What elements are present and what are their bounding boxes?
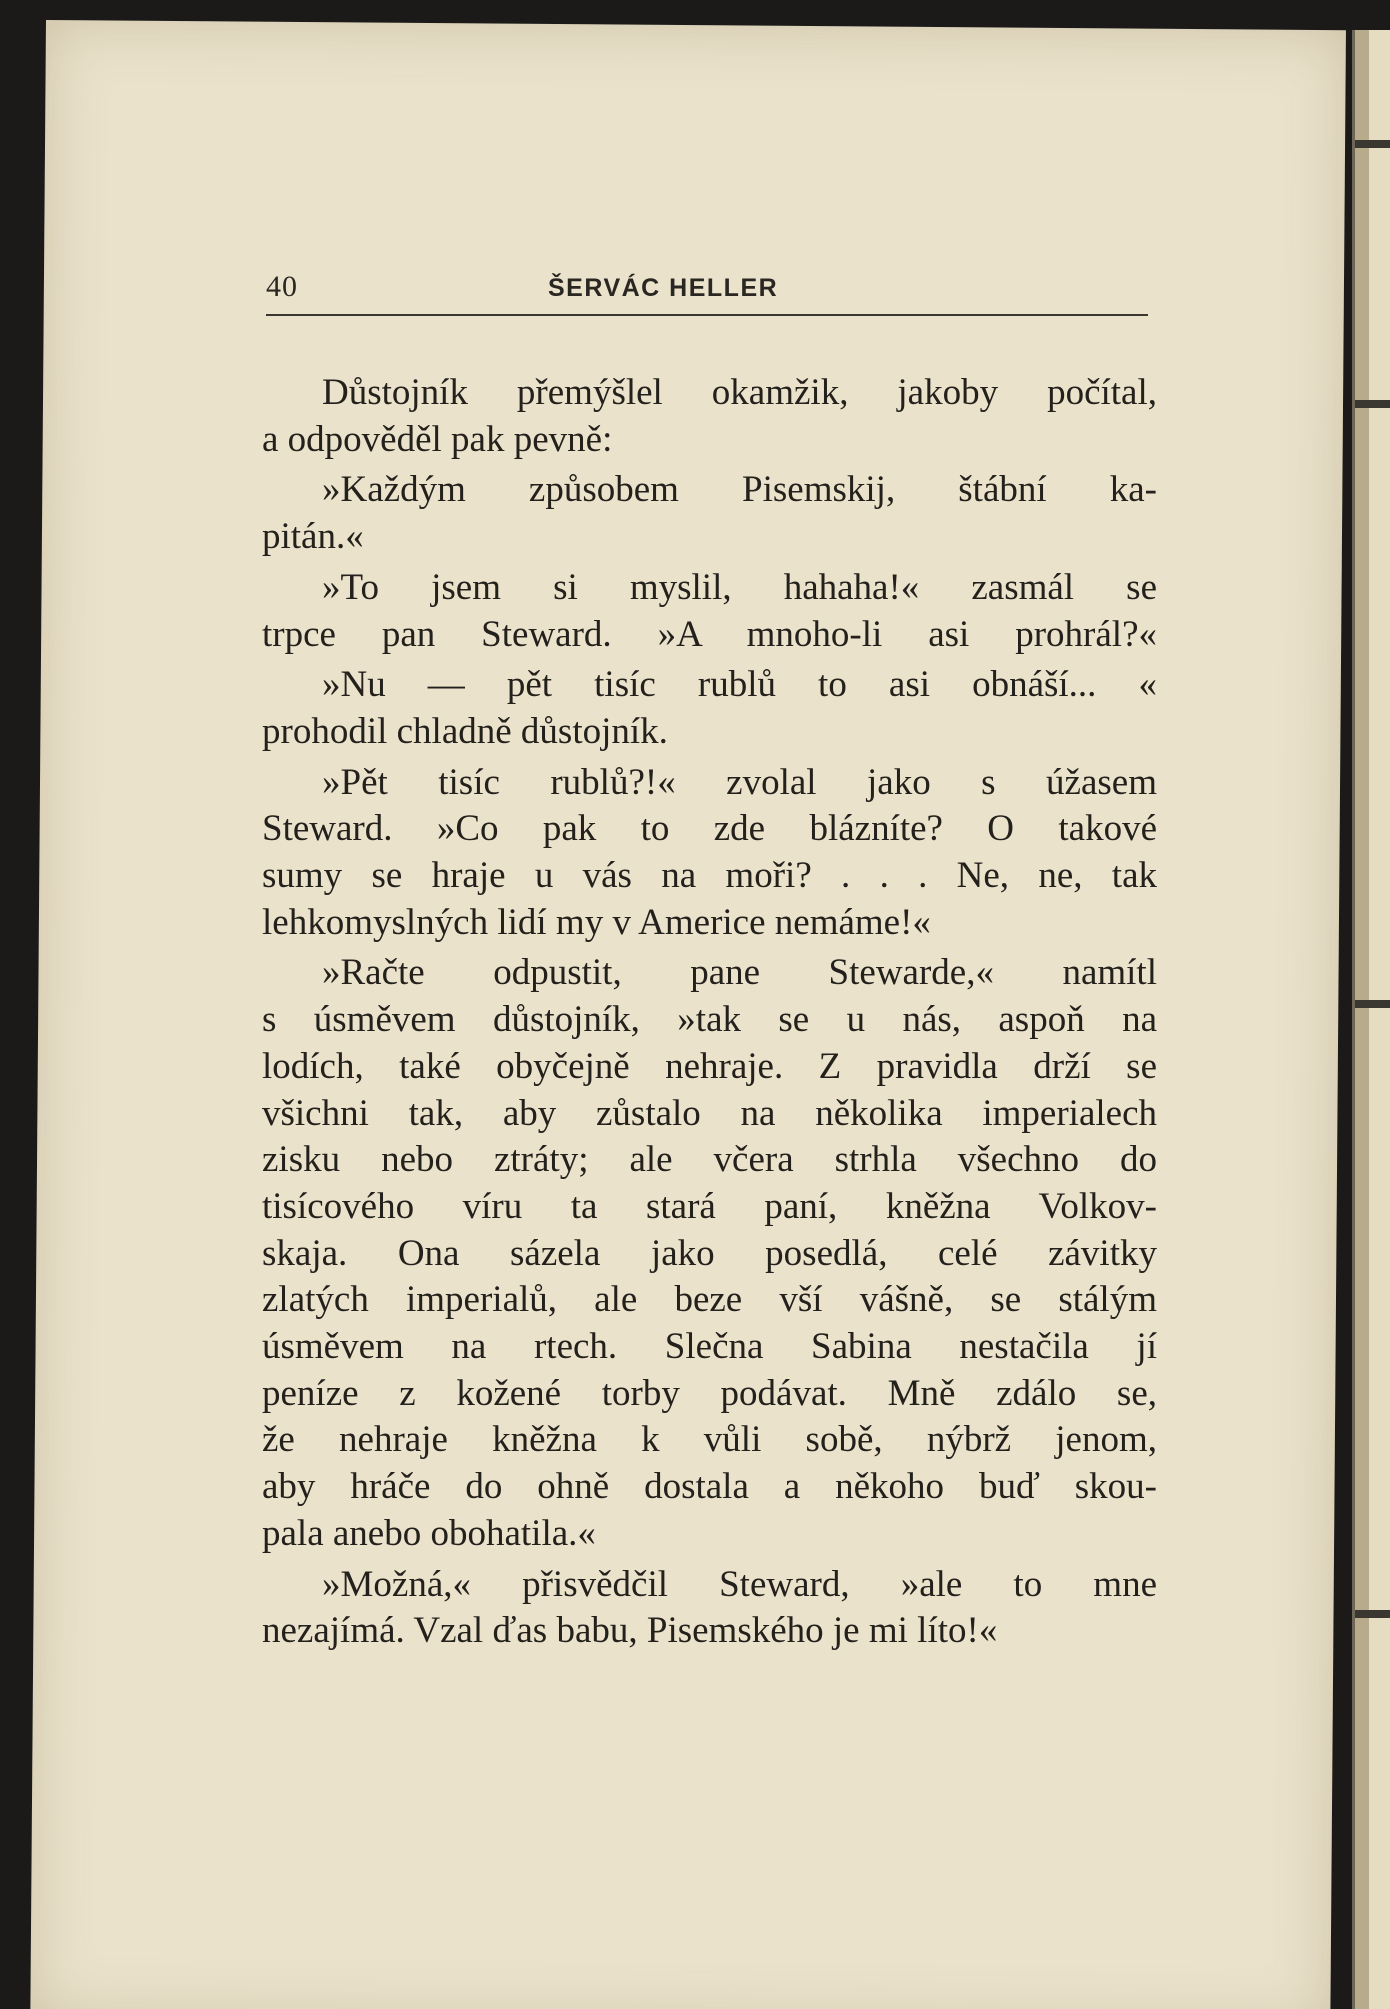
text-line: »To jsem si myslil, hahaha!« zasmál se — [322, 566, 1157, 608]
book-spine-edge — [1352, 30, 1390, 2009]
text-line: »Pět tisíc rublů?!« zvolal jako s úžasem — [322, 761, 1157, 803]
text-line: pala anebo obohatila.« — [262, 1512, 596, 1554]
text-line: tisícového víru ta stará paní, kněžna Volkov- — [262, 1185, 1157, 1227]
text-line: »Možná,« přisvědčil Steward, »ale to mne — [322, 1563, 1157, 1605]
text-line: všichni tak, aby zůstalo na několika imperialech — [262, 1092, 1157, 1134]
text-line: trpce pan Steward. »A mnoho-li asi prohrál?« — [262, 613, 1157, 655]
text-line: úsměvem na rtech. Slečna Sabina nestačila jí — [262, 1326, 1157, 1368]
paragraph — [262, 950, 1157, 1557]
text-line: lehkomyslných lidí my v Americe nemáme!« — [262, 901, 931, 943]
text-line: »Nu — pět tisíc rublů to asi obnáší... « — [322, 664, 1157, 706]
text-line: s úsměvem důstojník, »tak se u nás, aspoň na — [262, 999, 1157, 1041]
text-line: že nehraje kněžna k vůli sobě, nýbrž jenom, — [262, 1419, 1157, 1461]
text-line: skaja. Ona sázela jako posedlá, celé závitky — [262, 1232, 1157, 1274]
binding-mark — [1355, 1000, 1390, 1008]
body-text — [262, 370, 1157, 1655]
text-line: sumy se hraje u vás na moři? . . . Ne, ne, tak — [262, 855, 1157, 897]
text-line: Steward. »Co pak to zde blázníte? O takové — [262, 808, 1157, 850]
paragraph — [262, 760, 1157, 947]
text-line: lodích, také obyčejně nehraje. Z pravidla drží se — [262, 1045, 1157, 1087]
paragraph — [262, 467, 1157, 560]
paragraph — [262, 565, 1157, 658]
binding-mark — [1355, 400, 1390, 408]
page-number: 40 — [266, 270, 298, 303]
text-line: a odpověděl pak pevně: — [262, 418, 613, 460]
text-line: »Každým způsobem Pisemskij, štábní ka- — [322, 469, 1157, 511]
binding-mark — [1355, 1610, 1390, 1618]
text-line: zlatých imperialů, ale beze vší vášně, se stálým — [262, 1279, 1157, 1321]
binding-mark — [1355, 140, 1390, 148]
header-rule — [266, 314, 1148, 316]
paragraph — [262, 662, 1157, 755]
text-line: »Račte odpustit, pane Stewarde,« namítl — [322, 952, 1157, 994]
paragraph — [262, 370, 1157, 463]
text-line: zisku nebo ztráty; ale včera strhla všechno do — [262, 1139, 1157, 1181]
text-line: pitán.« — [262, 516, 364, 558]
text-line: prohodil chladně důstojník. — [262, 710, 668, 752]
text-line: aby hráče do ohně dostala a někoho buď skou- — [262, 1466, 1157, 1508]
paragraph — [262, 1562, 1157, 1655]
text-line: nezajímá. Vzal ďas babu, Pisemského je mi líto!« — [262, 1610, 998, 1652]
running-header — [266, 268, 1148, 308]
text-line: Důstojník přemýšlel okamžik, jakoby počítal, — [322, 372, 1157, 413]
text-line: peníze z kožené torby podávat. Mně zdálo se, — [262, 1372, 1157, 1414]
running-title: ŠERVÁC HELLER — [548, 274, 779, 302]
